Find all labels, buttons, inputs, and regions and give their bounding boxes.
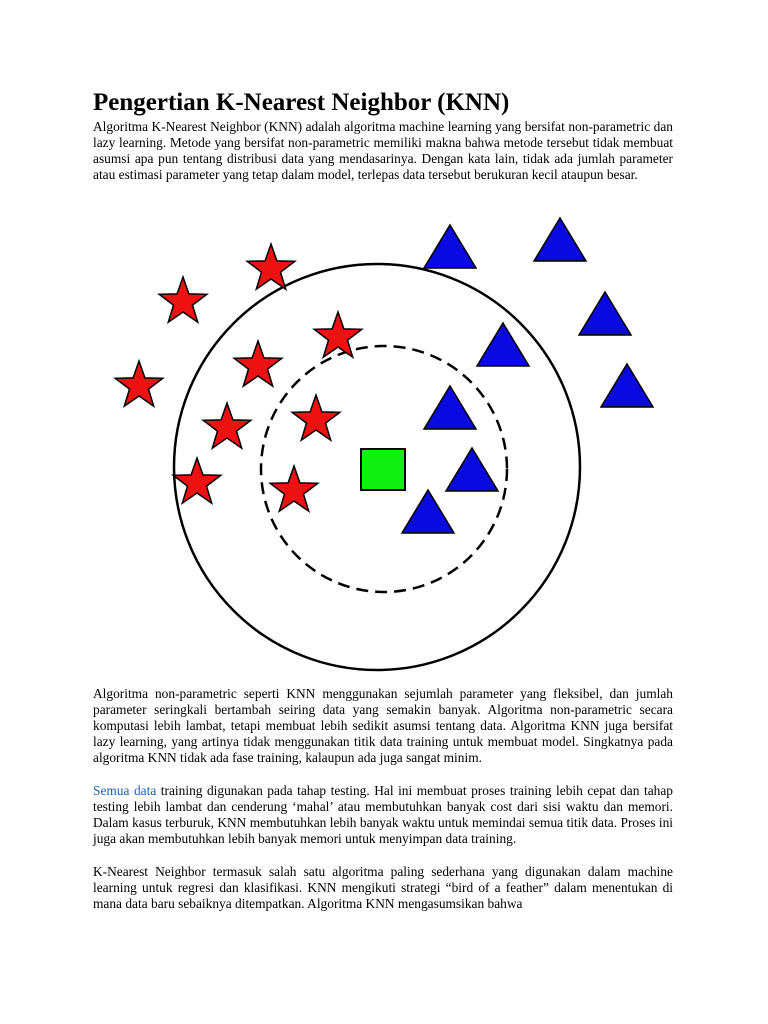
class-b-triangle <box>424 225 476 268</box>
class-a-star <box>115 361 163 406</box>
class-a-star <box>270 466 318 511</box>
paragraph-nonparametric: Algoritma non-parametric seperti KNN menggunakan sejumlah parameter yang fleksibel, dan jumlah parameter seringkali bertambah seiring data yang semakin banyak. Algoritma non-parametric secara komputasi lebih lambat, tetapi membuat lebih sedikit asumsi tentang data. Algoritma KNN juga bersifat lazy learning, yang artinya tidak menggunakan titik data training untuk membuat model. Singkatnya pada algoritma KNN tidak ada fase training, kalaupun ada juga sangat minim. <box>93 686 673 765</box>
class-b-triangle <box>402 490 454 533</box>
paragraph-intro: Algoritma K-Nearest Neighbor (KNN) adalah algoritma machine learning yang bersifat non-parametric dan lazy learning. Metode yang bersifat non-parametric memiliki makna bahwa metode tersebut tidak membuat asumsi apa pun tentang distribusi data yang mendasarinya. Dengan kata lain, tidak ada jumlah parameter atau estimasi parameter yang tetap dalam model, terlepas data tersebut berukuran kecil ataupun besar. <box>93 119 673 182</box>
class-a-star <box>314 312 362 357</box>
class-b-triangle <box>601 364 653 407</box>
class-b-triangle <box>579 292 631 335</box>
class-a-star <box>234 341 282 386</box>
class-a-star <box>247 244 295 289</box>
paragraph-training <box>93 783 673 847</box>
class-b-triangle <box>424 386 476 429</box>
class-a-star <box>173 458 221 503</box>
semua-data-link[interactable]: Semua data <box>93 783 157 798</box>
class-b-triangle <box>534 218 586 261</box>
page-title: Pengertian K-Nearest Neighbor (KNN) <box>93 89 510 116</box>
class-a-star <box>159 277 207 322</box>
class-a-star <box>203 403 251 448</box>
class-a-star <box>292 395 340 440</box>
query-point-square <box>361 449 405 490</box>
paragraph-simple-algorithm: K-Nearest Neighbor termasuk salah satu algoritma paling sederhana yang digunakan dalam machine learning untuk regresi dan klasifikasi. KNN mengikuti strategi “bird of a feather” dalam menentukan di mana data baru sebaiknya ditempatkan. Algoritma KNN mengasumsikan bahwa <box>93 864 673 911</box>
class-b-triangle <box>477 323 529 366</box>
paragraph-training-text: training digunakan pada tahap testing. Hal ini membuat proses training lebih cepat dan tahap testing lebih lambat dan cenderung ‘mahal’ atau membutuhkan banyak cost dari sisi waktu dan memori. Dalam kasus terburuk, KNN membutuhkan lebih banyak waktu untuk memindai semua titik data. Proses ini juga akan membutuhkan lebih banyak memori untuk menyimpan data training. <box>93 783 673 846</box>
class-b-triangle <box>446 448 498 491</box>
